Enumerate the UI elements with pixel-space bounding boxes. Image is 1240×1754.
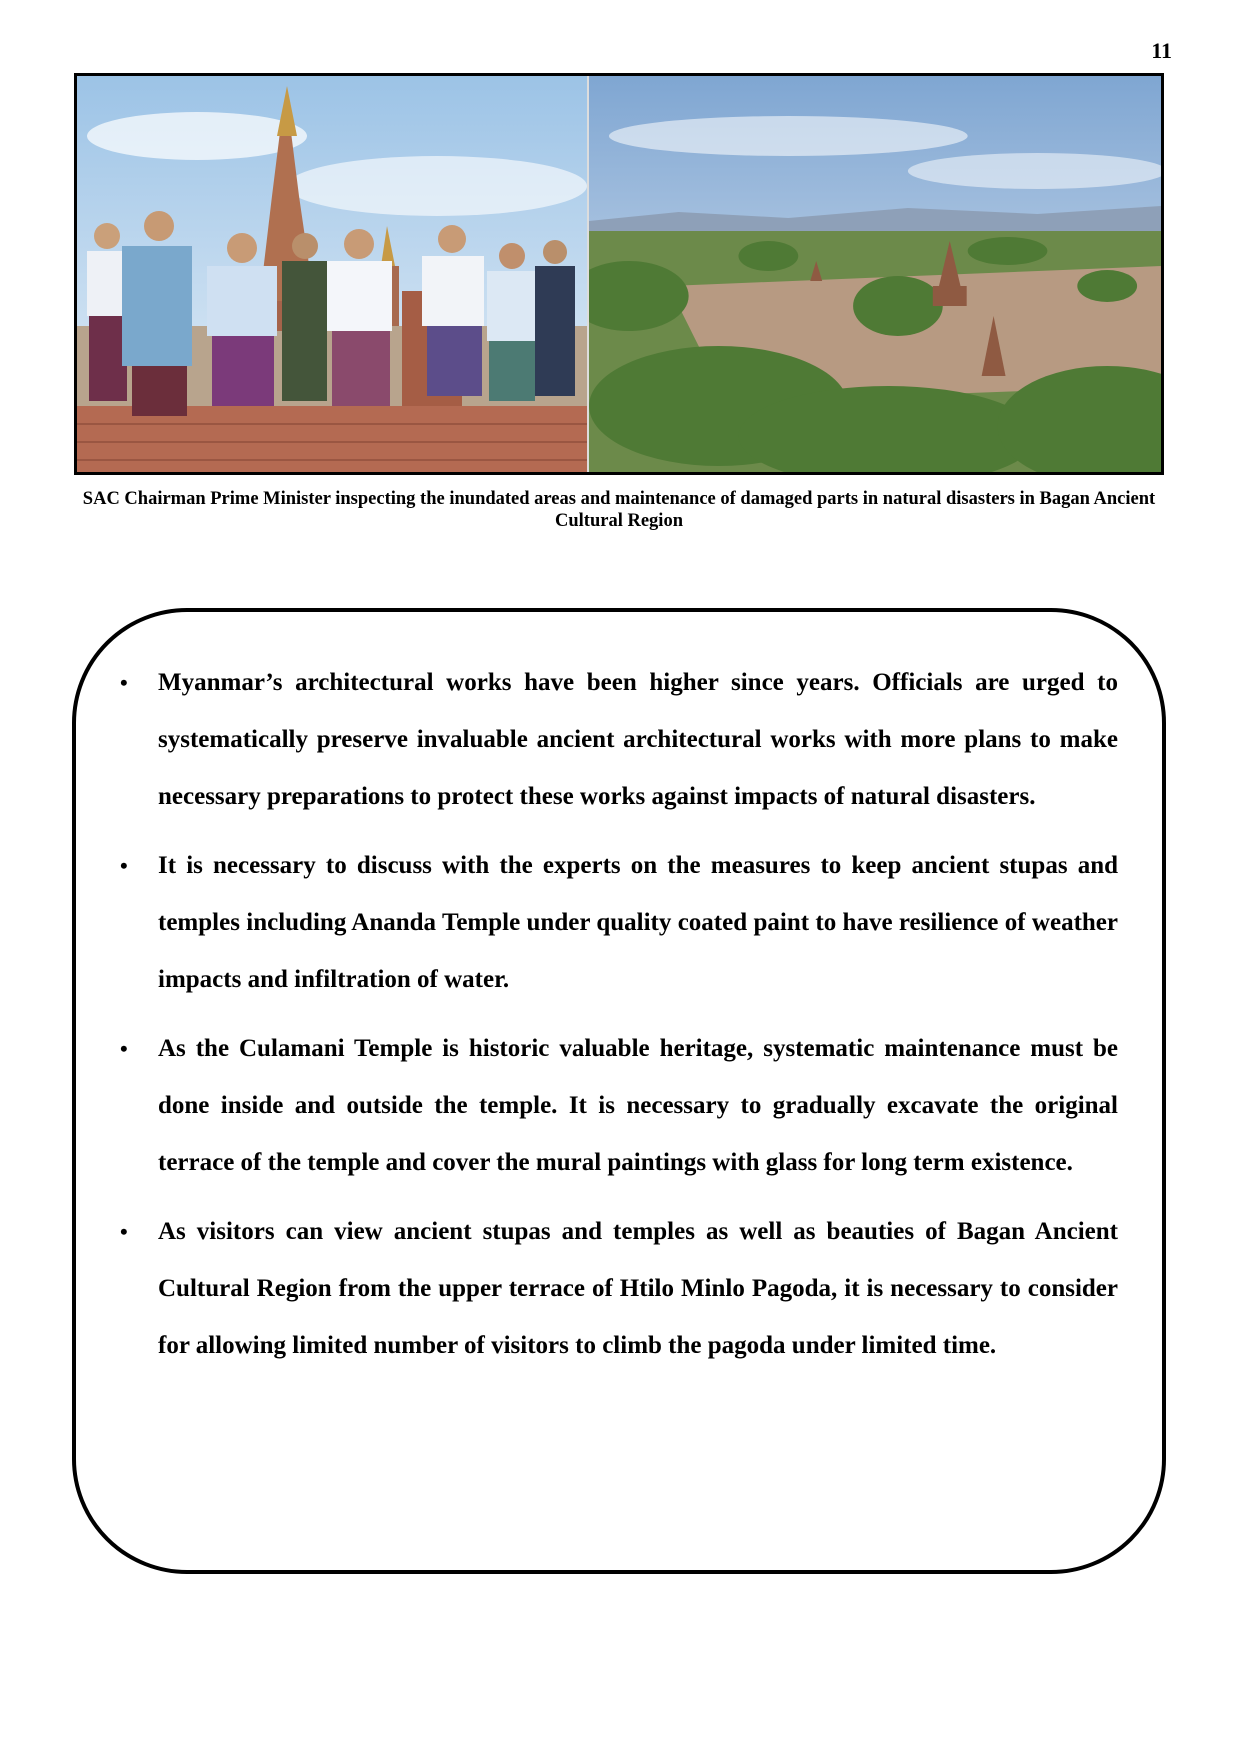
inspection-photo-illustration [77,76,587,472]
bullet-icon: • [120,670,128,695]
note-item [76,837,1162,1008]
note-item [76,1203,1162,1374]
note-item [76,1020,1162,1191]
bagan-landscape-photo [589,76,1161,472]
bullet-icon: • [120,853,128,878]
bullet-icon: • [120,1219,128,1244]
note-text: It is necessary to discuss with the experts on the measures to keep ancient stupas and temples including Ananda Temple under quality coated paint to have resilience of weather impacts and infiltration of water. [158,852,1118,993]
note-text: As visitors can view ancient stupas and temples as well as beauties of Bagan Ancient Cultural Region from the upper terrace of Htilo Minlo Pagoda, it is necessary to consider for allowing limited number of visitors to climb the pagoda under limited time. [158,1218,1118,1359]
bullet-icon: • [120,1036,128,1061]
notes-box [72,608,1166,1574]
note-text: Myanmar’s architectural works have been higher since years. Officials are urged to systematically preserve invaluable ancient architectural works with more plans to make necessary preparations to protect these works against impacts of natural disasters. [158,669,1118,810]
notes-list [76,654,1162,1386]
inspection-photo [77,76,589,472]
note-item [76,654,1162,825]
page-number: 11 [1151,38,1172,63]
photo-caption: SAC Chairman Prime Minister inspecting the inundated areas and maintenance of damaged parts in natural disasters in Bagan Ancient Cultural Region [82,489,1156,531]
note-text: As the Culamani Temple is historic valuable heritage, systematic maintenance must be done inside and outside the temple. It is necessary to gradually excavate the original terrace of the temple and cover the mural paintings with glass for long term existence. [158,1035,1118,1176]
bagan-landscape-illustration [589,76,1161,472]
photo-strip [74,73,1164,475]
